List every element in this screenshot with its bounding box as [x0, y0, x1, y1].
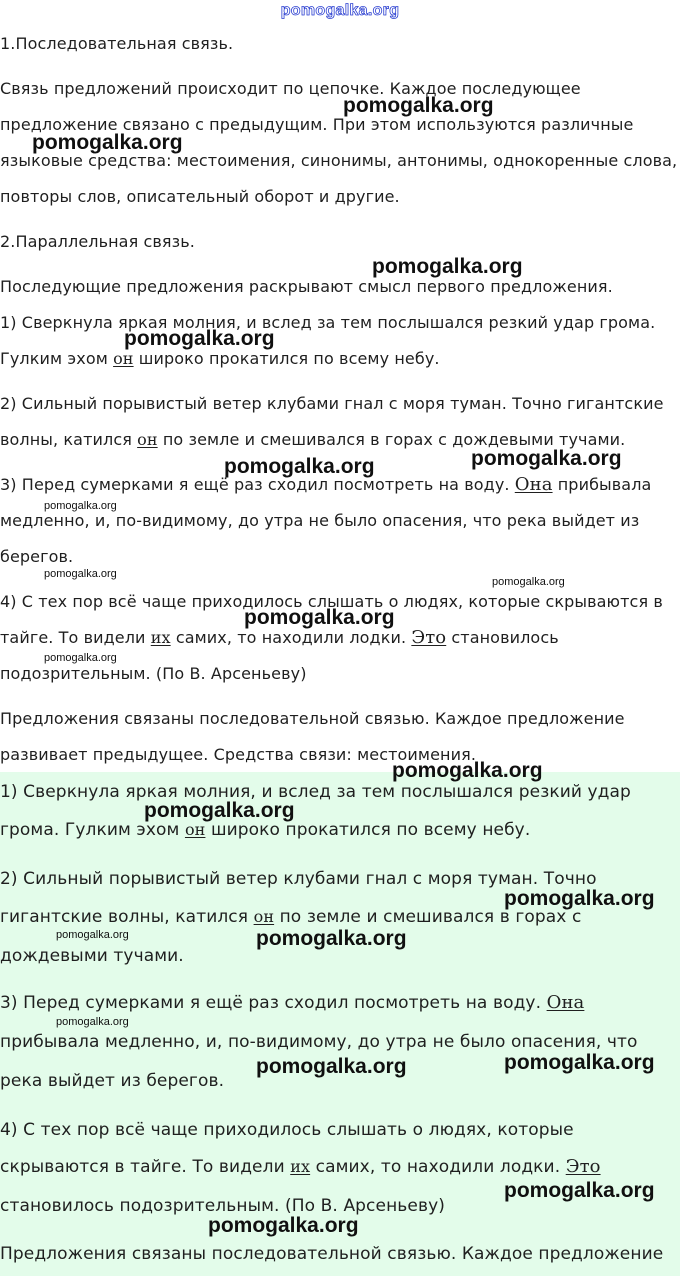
example-line: Гулким эхом он широко прокатился по всему небу.	[0, 349, 440, 368]
example-line: прибывала медленно, и, по-видимому, до утра не было опасения, что	[0, 1032, 638, 1052]
text-line: Последующие предложения раскрывают смысл первого предложения.	[0, 277, 613, 296]
example-line: 1) Сверкнула яркая молния, и вслед за тем послышался резкий удар грома.	[0, 313, 656, 332]
example-line: волны, катился он по земле и смешивался в горах с дождевыми тучами.	[0, 430, 626, 449]
pronoun-word: их	[150, 628, 171, 647]
example-line: 3) Перед сумерками я ещё раз сходил посмотреть на воду. Она	[0, 992, 585, 1013]
example-line: медленно, и, по-видимому, до утра не было опасения, что река выйдет из	[0, 511, 640, 530]
summary-line: развивает предыдущее. Средства связи: местоимения.	[0, 745, 477, 764]
watermark: pomogalka.org	[144, 799, 295, 822]
summary-line: Предложения связаны последовательной связью. Каждое предложение	[0, 1244, 664, 1264]
pronoun-word: их	[290, 1157, 311, 1176]
text-line: повторы слов, описательный оборот и другие.	[0, 187, 400, 206]
watermark: pomogalka.org	[56, 929, 129, 941]
heading-parallel: 2.Параллельная связь.	[0, 232, 195, 251]
watermark: pomogalka.org	[124, 327, 275, 350]
pronoun-word: Она	[546, 992, 585, 1013]
example-line: берегов.	[0, 547, 74, 566]
pronoun-word: он	[113, 349, 134, 368]
watermark: pomogalka.org	[372, 255, 523, 278]
watermark: pomogalka.org	[504, 887, 655, 910]
text-line: языковые средства: местоимения, синонимы, антонимы, однокоренные слова,	[0, 151, 678, 170]
watermark: pomogalka.org	[343, 94, 494, 117]
example-line: 3) Перед сумерками я ещё раз сходил посмотреть на воду. Она прибывала	[0, 474, 652, 495]
pronoun-word: Это	[411, 627, 447, 648]
watermark: pomogalka.org	[492, 576, 565, 588]
summary-line: Предложения связаны последовательной связью. Каждое предложение	[0, 709, 625, 728]
example-line: 1) Сверкнула яркая молния, и вслед за тем послышался резкий удар	[0, 782, 631, 802]
example-line: грома. Гулким эхом он широко прокатился по всему небу.	[0, 820, 531, 840]
example-line: подозрительным. (По В. Арсеньеву)	[0, 664, 307, 683]
watermark: pomogalka.org	[392, 759, 543, 782]
watermark: pomogalka.org	[44, 500, 117, 512]
watermark: pomogalka.org	[56, 1016, 129, 1028]
pronoun-word: он	[184, 820, 206, 839]
watermark: pomogalka.org	[256, 1055, 407, 1078]
watermark: pomogalka.org	[208, 1214, 359, 1237]
pronoun-word: он	[137, 430, 158, 449]
example-line: 4) С тех пор всё чаще приходилось слышать о людях, которые	[0, 1120, 574, 1140]
pronoun-word: он	[253, 907, 275, 926]
watermark: pomogalka.org	[504, 1179, 655, 1202]
example-line: гигантские волны, катился он по земле и смешивался в горах с	[0, 907, 582, 927]
example-line: 2) Сильный порывистый ветер клубами гнал с моря туман. Точно гигантские	[0, 394, 664, 413]
example-line: 4) С тех пор всё чаще приходилось слышать о людях, которые скрываются в	[0, 592, 663, 611]
example-line: тайге. То видели их самих, то находили лодки. Это становилось	[0, 627, 559, 648]
example-line: 2) Сильный порывистый ветер клубами гнал с моря туман. Точно	[0, 869, 597, 889]
pronoun-word: Она	[514, 474, 553, 495]
watermark: pomogalka.org	[244, 606, 395, 629]
watermark: pomogalka.org	[32, 131, 183, 154]
watermark: pomogalka.org	[224, 455, 375, 478]
example-line: река выйдет из берегов.	[0, 1071, 225, 1091]
watermark: pomogalka.org	[504, 1051, 655, 1074]
watermark: pomogalka.org	[256, 927, 407, 950]
example-line: дождевыми тучами.	[0, 946, 184, 966]
text-line: предложение связано с предыдущим. При этом используются различные	[0, 115, 634, 134]
example-line: скрываются в тайге. То видели их самих, то находили лодки. Это	[0, 1156, 601, 1177]
text-line: Связь предложений происходит по цепочке. Каждое последующее	[0, 79, 581, 98]
pronoun-word: Это	[565, 1156, 601, 1177]
watermark: pomogalka.org	[471, 447, 622, 470]
watermark: pomogalka.org	[44, 652, 117, 664]
example-line: становилось подозрительным. (По В. Арсеньеву)	[0, 1196, 445, 1216]
heading-sequential: 1.Последовательная связь.	[0, 34, 234, 53]
site-link[interactable]: pomogalka.org	[280, 2, 400, 19]
watermark: pomogalka.org	[44, 568, 117, 580]
